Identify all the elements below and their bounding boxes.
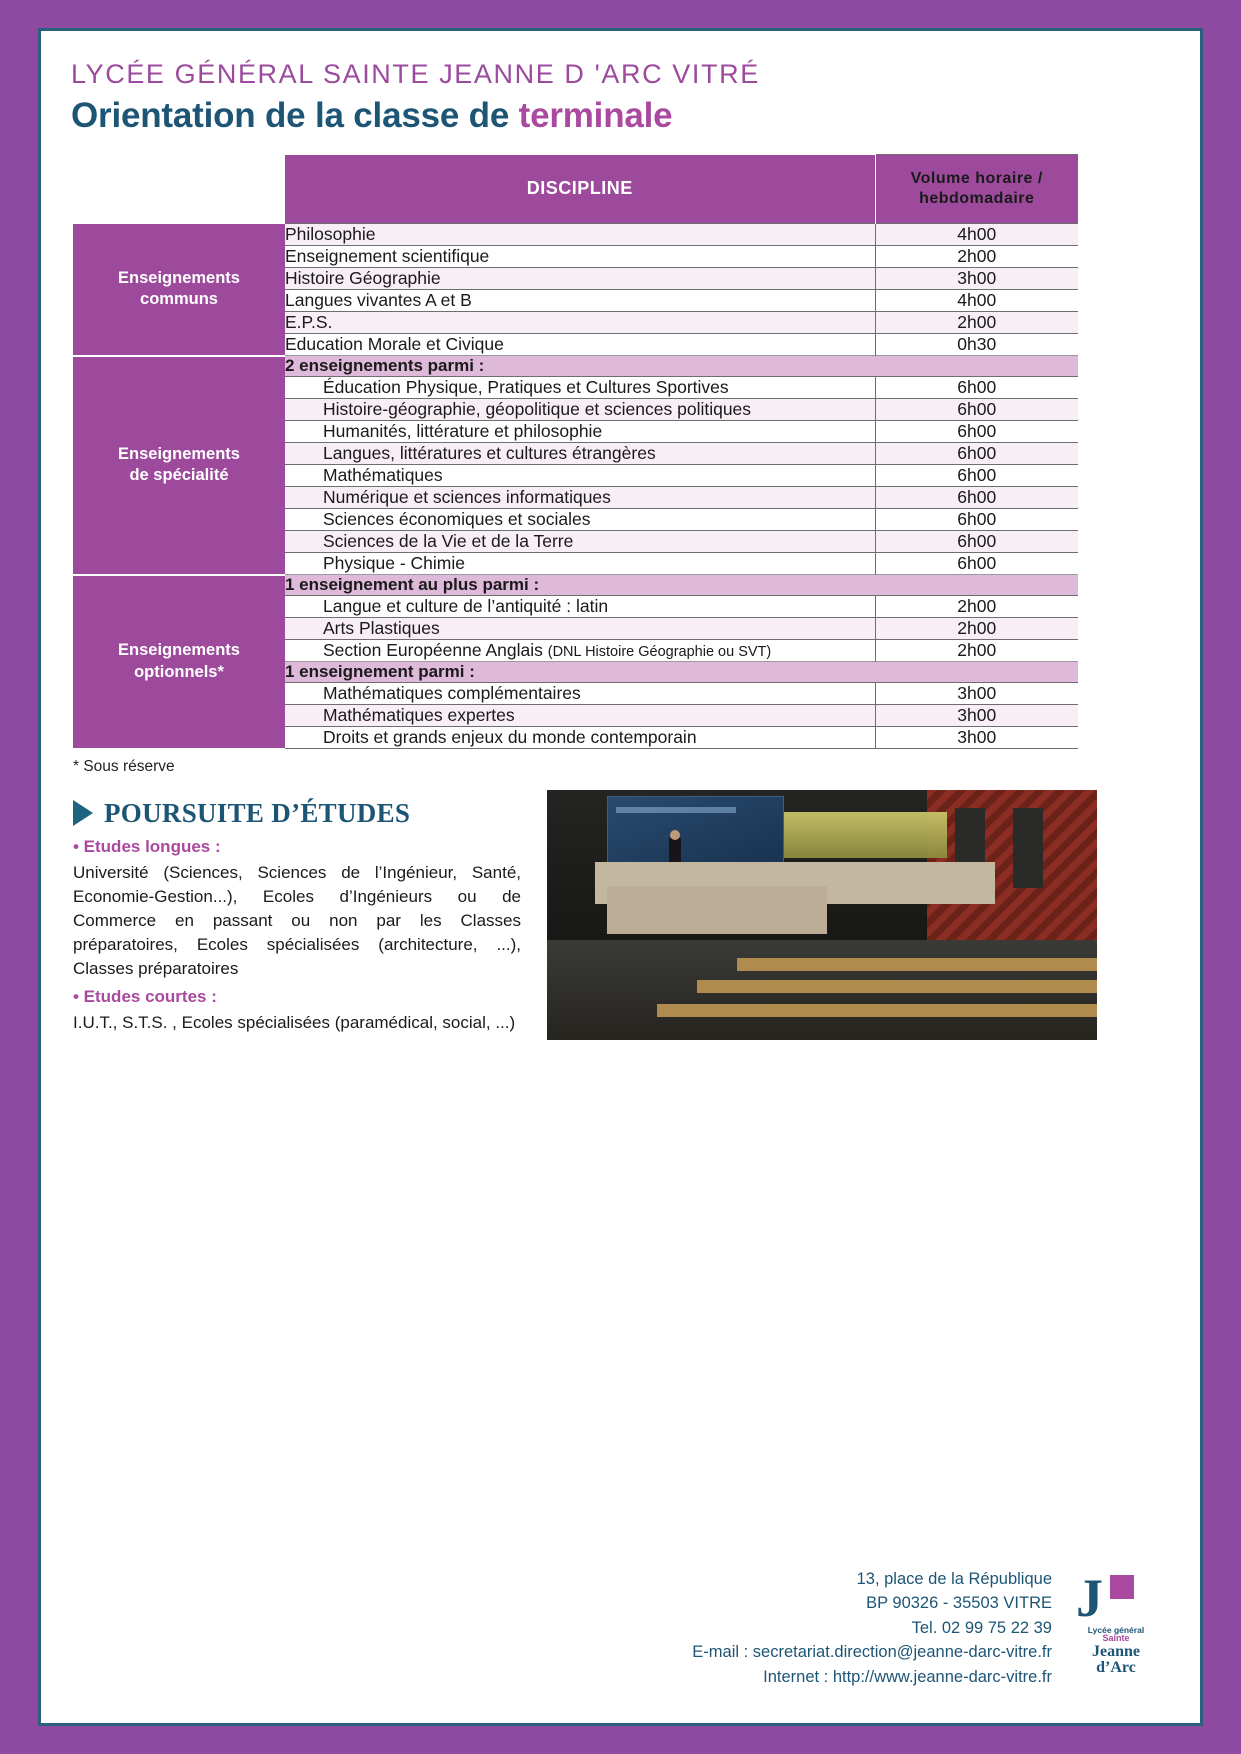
logo-square-accent xyxy=(1110,1575,1134,1599)
volume-cell: 6h00 xyxy=(875,377,1078,399)
volume-header-line1: Volume horaire / xyxy=(910,170,1043,187)
logo-text-lycee: Lycée général xyxy=(1087,1625,1145,1635)
discipline-cell: Humanités, littérature et philosophie xyxy=(285,421,875,443)
volume-cell: 2h00 xyxy=(875,640,1078,662)
category-label-line2: de spécialité xyxy=(129,466,229,484)
volume-cell: 2h00 xyxy=(875,596,1078,618)
logo-letter-j: J xyxy=(1076,1568,1103,1628)
table-row xyxy=(73,356,1078,377)
discipline-cell: Langues vivantes A et B xyxy=(285,290,875,312)
footer xyxy=(71,1567,1170,1687)
page-title xyxy=(71,96,1176,136)
page-title-main: Orientation de la classe de xyxy=(71,96,519,135)
poursuite-heading xyxy=(73,798,521,829)
discipline-cell: Numérique et sciences informatiques xyxy=(285,487,875,509)
volume-cell: 0h30 xyxy=(875,334,1078,356)
volume-cell: 6h00 xyxy=(875,553,1078,575)
discipline-cell: Philosophie xyxy=(285,224,875,246)
school-logo xyxy=(1066,1568,1166,1676)
photo-door xyxy=(1013,808,1043,888)
volume-cell: 3h00 xyxy=(875,727,1078,749)
contact-email[interactable]: E-mail : secretariat.direction@jeanne-darc-vitre.fr xyxy=(692,1643,1052,1662)
orientation-table xyxy=(73,154,1078,750)
discipline-cell xyxy=(285,640,875,662)
subheader-option-2: 1 enseignement parmi : xyxy=(285,662,1078,683)
contact-website[interactable]: Internet : http://www.jeanne-darc-vitre.fr xyxy=(763,1667,1052,1686)
logo-text-sainte: Sainte xyxy=(1102,1633,1130,1643)
category-enseignements-optionnels xyxy=(73,575,285,749)
address-postal: BP 90326 - 35503 VITRE xyxy=(866,1594,1052,1613)
photo-bench xyxy=(737,958,1097,971)
volume-cell: 6h00 xyxy=(875,421,1078,443)
table-row xyxy=(73,575,1078,596)
poursuite-column xyxy=(73,798,521,1042)
discipline-cell: Histoire Géographie xyxy=(285,268,875,290)
table-footnote: * Sous réserve xyxy=(73,757,175,775)
discipline-cell: Arts Plastiques xyxy=(285,618,875,640)
volume-cell: 3h00 xyxy=(875,705,1078,727)
discipline-cell: Mathématiques expertes xyxy=(285,705,875,727)
category-label-line2: optionnels* xyxy=(134,662,224,681)
lower-section xyxy=(71,798,1176,1118)
volume-cell: 2h00 xyxy=(875,312,1078,334)
volume-cell: 6h00 xyxy=(875,487,1078,509)
etudes-courtes-label: • Etudes courtes : xyxy=(73,987,217,1007)
volume-cell: 6h00 xyxy=(875,399,1078,421)
discipline-cell: Education Morale et Civique xyxy=(285,334,875,356)
discipline-cell: Histoire-géographie, géopolitique et sciences politiques xyxy=(285,399,875,421)
logo-text-darc: d’Arc xyxy=(1096,1659,1136,1676)
table-row xyxy=(73,224,1078,246)
volume-cell: 3h00 xyxy=(875,683,1078,705)
discipline-cell: Enseignement scientifique xyxy=(285,246,875,268)
volume-cell: 2h00 xyxy=(875,618,1078,640)
discipline-cell: E.P.S. xyxy=(285,312,875,334)
etudes-longues-label: • Etudes longues : xyxy=(73,836,221,856)
category-enseignements-de-specialite xyxy=(73,356,285,575)
volume-cell: 6h00 xyxy=(875,465,1078,487)
category-enseignements-communs xyxy=(73,224,285,356)
photo-front-desk xyxy=(607,886,827,934)
contact-phone: Tel. 02 99 75 22 39 xyxy=(911,1618,1052,1637)
address-street: 13, place de la République xyxy=(856,1570,1052,1588)
document-page xyxy=(38,28,1203,1726)
subheader-option-1: 1 enseignement au plus parmi : xyxy=(285,575,1078,596)
header-spacer xyxy=(73,155,285,224)
poursuite-heading-text: POURSUITE D’ÉTUDES xyxy=(104,797,411,828)
logo-text-jeanne: Jeanne xyxy=(1092,1643,1140,1660)
volume-cell: 6h00 xyxy=(875,509,1078,531)
discipline-cell: Sciences de la Vie et de la Terre xyxy=(285,531,875,553)
discipline-note: (DNL Histoire Géographie ou SVT) xyxy=(547,644,772,660)
etudes-courtes-text: I.U.T., S.T.S. , Ecoles spécialisées (paramédical, social, ...) xyxy=(73,1013,516,1033)
discipline-cell: Droits et grands enjeux du monde contemporain xyxy=(285,727,875,749)
volume-cell: 3h00 xyxy=(875,268,1078,290)
photo-bench xyxy=(657,1004,1097,1017)
discipline-cell: Mathématiques xyxy=(285,465,875,487)
discipline-cell: Langues, littératures et cultures étrangères xyxy=(285,443,875,465)
column-header-volume xyxy=(875,155,1078,224)
triangle-bullet-icon xyxy=(73,800,93,826)
discipline-main: Section Européenne Anglais xyxy=(323,640,548,660)
discipline-cell: Éducation Physique, Pratiques et Cultures Sportives xyxy=(285,377,875,399)
volume-cell: 4h00 xyxy=(875,290,1078,312)
photo-bench xyxy=(697,980,1097,993)
discipline-cell: Mathématiques complémentaires xyxy=(285,683,875,705)
volume-cell: 6h00 xyxy=(875,531,1078,553)
discipline-cell: Sciences économiques et sociales xyxy=(285,509,875,531)
category-label-line1: Enseignements xyxy=(118,641,240,660)
discipline-cell: Physique - Chimie xyxy=(285,553,875,575)
lecture-hall-photo xyxy=(547,790,1097,1040)
column-header-discipline: DISCIPLINE xyxy=(285,155,875,224)
category-label-line2: communs xyxy=(140,290,218,308)
volume-cell: 6h00 xyxy=(875,443,1078,465)
category-label-line1: Enseignements xyxy=(118,444,240,463)
subheader-specialite: 2 enseignements parmi : xyxy=(285,356,1078,377)
discipline-cell: Langue et culture de l’antiquité : latin xyxy=(285,596,875,618)
volume-header-line2: hebdomadaire xyxy=(919,190,1035,207)
etudes-longues-text: Université (Sciences, Sciences de l’Ingénieur, Santé, Economie-Gestion...), Ecoles d’Ingénieurs ou de Commerce en passant ou non par les Classes préparatoires, Ecoles spécialisées (architecture, ...), Classes préparatoires xyxy=(73,862,521,978)
category-label-line1: Enseignements xyxy=(118,268,240,287)
volume-cell: 2h00 xyxy=(875,246,1078,268)
document-body xyxy=(71,59,1176,1118)
contact-block xyxy=(692,1567,1052,1689)
page-title-highlight: terminale xyxy=(518,96,673,135)
table-header-row xyxy=(73,155,1078,224)
volume-cell: 4h00 xyxy=(875,224,1078,246)
school-name: LYCÉE GÉNÉRAL SAINTE JEANNE D 'ARC VITRÉ xyxy=(71,59,760,89)
